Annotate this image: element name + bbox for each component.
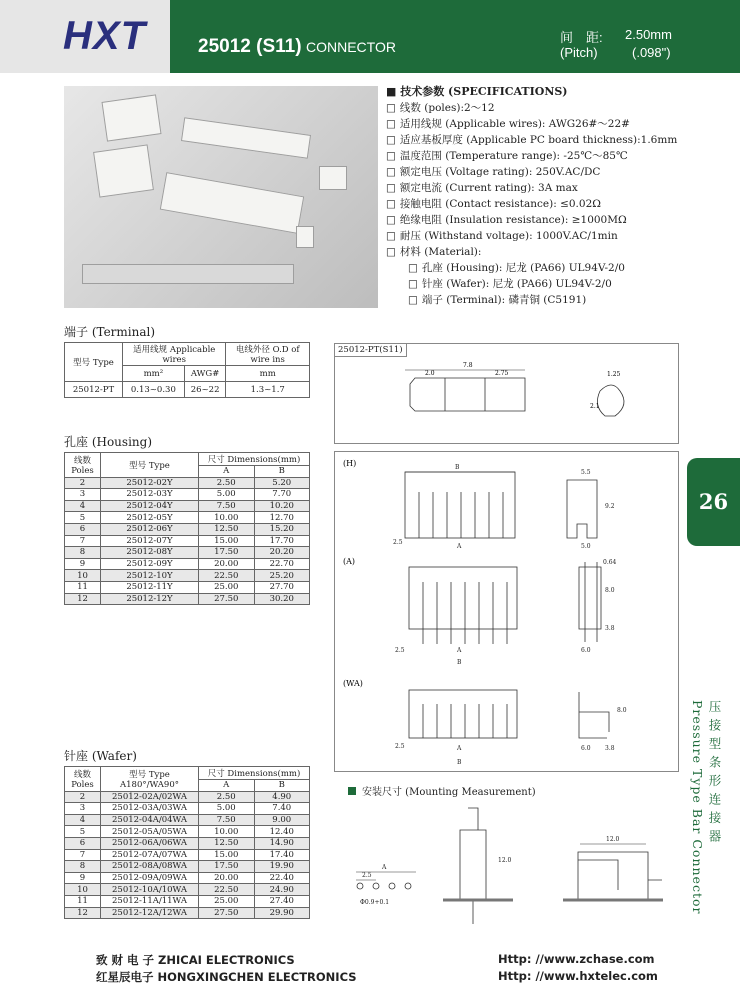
table-cell: 25.00 xyxy=(199,581,255,593)
dim: 5.0 xyxy=(581,543,591,550)
pitch-in: (.098") xyxy=(632,45,671,60)
table-cell: 25.20 xyxy=(254,570,310,582)
dim: 3.8 xyxy=(605,745,615,752)
table-cell: 17.50 xyxy=(199,547,255,559)
table-cell: 25012-02A/02WA xyxy=(101,791,199,803)
table-cell: 11 xyxy=(65,581,101,593)
mounting-drawing xyxy=(348,800,678,928)
table-cell: 14.90 xyxy=(254,837,310,849)
table-cell: 25012-05A/05WA xyxy=(101,826,199,838)
footer-company-1: 致 财 电 子 ZHICAI ELECTRONICS xyxy=(96,953,295,967)
product-photo xyxy=(64,86,378,308)
table-cell: 17.50 xyxy=(199,861,255,873)
spec-row: □ 线数 (poles):2～12 xyxy=(386,100,677,116)
table-cell: 25012-07A/07WA xyxy=(101,849,199,861)
table-cell: 8 xyxy=(65,861,101,873)
table-cell: 10 xyxy=(65,884,101,896)
table-cell: 12.50 xyxy=(199,523,255,535)
dim: 8.0 xyxy=(605,587,615,594)
th-b: B xyxy=(254,466,310,478)
table-cell: 25012-10Y xyxy=(101,570,199,582)
dim: 5.5 xyxy=(581,469,591,476)
page-number-tab xyxy=(687,458,740,546)
table-cell: 11 xyxy=(65,895,101,907)
table-cell: 27.70 xyxy=(254,581,310,593)
th-dim: 尺寸 Dimensions(mm) xyxy=(199,453,310,466)
dim: 7.8 xyxy=(463,362,473,369)
table-cell: 2 xyxy=(65,477,101,489)
table-cell: 10 xyxy=(65,570,101,582)
dim: 12.0 xyxy=(606,836,620,843)
th-a: A xyxy=(199,466,255,478)
th-unit: AWG# xyxy=(184,366,226,382)
footer xyxy=(0,942,740,1004)
terminal-drawing-box xyxy=(334,343,679,444)
table-cell: 25012-09A/09WA xyxy=(101,872,199,884)
table-cell: 30.20 xyxy=(254,593,310,605)
dim: B xyxy=(455,464,460,471)
table-cell: 26~22 xyxy=(184,382,226,398)
table-cell: 22.70 xyxy=(254,558,310,570)
mounting-title: 安装尺寸 (Mounting Measurement) xyxy=(348,783,536,798)
logo-panel xyxy=(0,0,170,73)
table-cell: 4.90 xyxy=(254,791,310,803)
table-cell: 5.00 xyxy=(199,803,255,815)
dimension-drawings xyxy=(335,452,678,771)
table-cell: 12.70 xyxy=(254,512,310,524)
th-b: B xyxy=(254,780,310,792)
table-cell: 22.50 xyxy=(199,884,255,896)
table-cell: 25012-04A/04WA xyxy=(101,814,199,826)
spec-row: □ 额定电流 (Current rating): 3A max xyxy=(386,180,677,196)
housing-table xyxy=(64,452,310,605)
table-cell: 2 xyxy=(65,791,101,803)
side-caption xyxy=(690,700,723,914)
th-poles: 线数 Poles xyxy=(65,453,101,478)
spec-row: □ 绝缘电阻 (Insulation resistance): ≥1000MΩ xyxy=(386,212,677,228)
table-cell: 25012-06Y xyxy=(101,523,199,535)
table-cell: 10.00 xyxy=(199,826,255,838)
specs-heading: ■ 技术参数 (SPECIFICATIONS) xyxy=(386,85,568,98)
dim: A xyxy=(382,864,387,871)
pitch-en: (Pitch) xyxy=(560,45,598,60)
dim: 9.2 xyxy=(605,503,615,510)
table-cell: 25012-06A/06WA xyxy=(101,837,199,849)
spec-row: □ 适应基板厚度 (Applicable PC board thickness):1.6mm xyxy=(386,132,677,148)
table-cell: 0.13~0.30 xyxy=(123,382,185,398)
table-cell: 15.00 xyxy=(199,535,255,547)
spec-row: □ 耐压 (Withstand voltage): 1000V.AC/1min xyxy=(386,228,677,244)
table-cell: 5.20 xyxy=(254,477,310,489)
table-cell: 25012-05Y xyxy=(101,512,199,524)
table-cell: 20.00 xyxy=(199,558,255,570)
footer-url-1[interactable]: Http: //www.zchase.com xyxy=(498,952,655,966)
terminal-title: 端子 (Terminal) xyxy=(64,325,156,339)
table-cell: 7.50 xyxy=(199,500,255,512)
dim: Φ0.9+0.1 xyxy=(360,899,390,906)
dim: 2.5 xyxy=(395,743,405,750)
terminal-drawing-label: 25012-PT(S11) xyxy=(335,344,407,357)
table-cell: 7 xyxy=(65,535,101,547)
table-cell: 25012-07Y xyxy=(101,535,199,547)
dimension-drawings-box xyxy=(334,451,679,772)
table-cell: 29.90 xyxy=(254,907,310,919)
table-cell: 9 xyxy=(65,872,101,884)
table-cell: 6 xyxy=(65,837,101,849)
side-caption-cn: 压 接 型 条 形 连 接 器 xyxy=(707,700,722,843)
specifications xyxy=(386,84,677,308)
table-cell: 19.90 xyxy=(254,861,310,873)
table-cell: 20.20 xyxy=(254,547,310,559)
wafer-title: 针座 (Wafer) xyxy=(64,749,137,763)
table-cell: 12.40 xyxy=(254,826,310,838)
pitch-mm: 2.50mm xyxy=(625,27,672,42)
table-cell: 8 xyxy=(65,547,101,559)
table-cell: 10.00 xyxy=(199,512,255,524)
spec-row: □ 材料 (Material): xyxy=(386,244,677,260)
table-cell: 4 xyxy=(65,500,101,512)
table-cell: 4 xyxy=(65,814,101,826)
th-a: A xyxy=(199,780,255,792)
dim: 2.75 xyxy=(495,370,509,377)
table-cell: 22.50 xyxy=(199,570,255,582)
table-cell: 5 xyxy=(65,826,101,838)
dim: B xyxy=(457,759,462,766)
dim: 2.5 xyxy=(393,539,403,546)
table-cell: 25012-11Y xyxy=(101,581,199,593)
title-sub: CONNECTOR xyxy=(305,39,396,55)
table-cell: 12 xyxy=(65,593,101,605)
table-cell: 25012-04Y xyxy=(101,500,199,512)
table-cell: 6 xyxy=(65,523,101,535)
th-unit: mm² xyxy=(123,366,185,382)
table-cell: 10.20 xyxy=(254,500,310,512)
table-cell: 1.3~1.7 xyxy=(226,382,310,398)
footer-company-2: 红星辰电子 HONGXINGCHEN ELECTRONICS xyxy=(96,970,357,984)
table-cell: 27.40 xyxy=(254,895,310,907)
footer-url-2[interactable]: Http: //www.hxtelec.com xyxy=(498,969,658,983)
dim: A xyxy=(457,647,462,654)
table-cell: 5.00 xyxy=(199,489,255,501)
table-cell: 25012-03A/03WA xyxy=(101,803,199,815)
table-cell: 2.50 xyxy=(199,791,255,803)
dim: 2.5 xyxy=(395,647,405,654)
table-cell: 5 xyxy=(65,512,101,524)
spec-row: □ 适用线规 (Applicable wires): AWG26#～22# xyxy=(386,116,677,132)
logo-text: HXT xyxy=(63,14,146,58)
table-cell: 7.40 xyxy=(254,803,310,815)
table-cell: 15.20 xyxy=(254,523,310,535)
th-unit: mm xyxy=(226,366,310,382)
dim: 8.0 xyxy=(617,707,627,714)
th-type: 型号 Type A180°/WA90° xyxy=(101,767,199,792)
th-wires: 适用线规 Applicable wires xyxy=(123,343,226,366)
table-cell: 22.40 xyxy=(254,872,310,884)
dim: 2.1 xyxy=(590,403,600,410)
table-cell: 25012-08A/08WA xyxy=(101,861,199,873)
table-cell: 20.00 xyxy=(199,872,255,884)
dim: 2.5 xyxy=(362,872,372,879)
dim: 2.0 xyxy=(425,370,435,377)
table-cell: 2.50 xyxy=(199,477,255,489)
dim: 6.0 xyxy=(581,647,591,654)
side-caption-en: Pressure Type Bar Connector xyxy=(690,700,705,915)
table-cell: 27.50 xyxy=(199,593,255,605)
table-cell: 3 xyxy=(65,489,101,501)
dim: 12.0 xyxy=(498,857,512,864)
dim: 0.64 xyxy=(603,559,617,566)
material-row: □ 针座 (Wafer): 尼龙 (PA66) UL94V-2/0 xyxy=(386,276,677,292)
table-cell: 7.70 xyxy=(254,489,310,501)
page-number: 26 xyxy=(698,489,729,514)
table-cell: 17.70 xyxy=(254,535,310,547)
table-cell: 15.00 xyxy=(199,849,255,861)
wafer-table xyxy=(64,766,310,919)
table-cell: 25012-02Y xyxy=(101,477,199,489)
table-cell: 12.50 xyxy=(199,837,255,849)
table-cell: 25012-10A/10WA xyxy=(101,884,199,896)
table-cell: 25012-03Y xyxy=(101,489,199,501)
spec-row: □ 温度范围 (Temperature range): -25℃～85℃ xyxy=(386,148,677,164)
th-dim: 尺寸 Dimensions(mm) xyxy=(199,767,310,780)
table-cell: 25012-09Y xyxy=(101,558,199,570)
table-cell: 7 xyxy=(65,849,101,861)
spec-row: □ 额定电压 (Voltage rating): 250V.AC/DC xyxy=(386,164,677,180)
material-row: □ 端子 (Terminal): 磷青铜 (C5191) xyxy=(386,292,677,308)
table-cell: 27.50 xyxy=(199,907,255,919)
drawing-label-a: (A) xyxy=(343,557,356,566)
table-cell: 25012-12Y xyxy=(101,593,199,605)
dim: 6.0 xyxy=(581,745,591,752)
th-od: 电线外径 O.D of wire ins xyxy=(226,343,310,366)
drawing-label-wa: (WA) xyxy=(343,679,363,688)
table-cell: 9.00 xyxy=(254,814,310,826)
table-cell: 24.90 xyxy=(254,884,310,896)
spec-row: □ 接触电阻 (Contact resistance): ≤0.02Ω xyxy=(386,196,677,212)
table-cell: 17.40 xyxy=(254,849,310,861)
housing-title: 孔座 (Housing) xyxy=(64,435,153,449)
pitch-cn: 间 距: xyxy=(560,30,603,45)
dim: 3.8 xyxy=(605,625,615,632)
dim: A xyxy=(457,745,462,752)
terminal-table xyxy=(64,342,310,398)
product-title xyxy=(198,36,396,58)
table-cell: 9 xyxy=(65,558,101,570)
terminal-drawing xyxy=(375,356,665,441)
title-main: 25012 (S11) xyxy=(198,36,302,57)
table-cell: 25012-PT xyxy=(65,382,123,398)
table-cell: 12 xyxy=(65,907,101,919)
dim: 1.25 xyxy=(607,371,621,378)
th-type: 型号 Type xyxy=(101,453,199,478)
table-cell: 3 xyxy=(65,803,101,815)
table-cell: 25.00 xyxy=(199,895,255,907)
dim: A xyxy=(457,543,462,550)
table-cell: 25012-08Y xyxy=(101,547,199,559)
table-cell: 25012-11A/11WA xyxy=(101,895,199,907)
table-cell: 25012-12A/12WA xyxy=(101,907,199,919)
material-row: □ 孔座 (Housing): 尼龙 (PA66) UL94V-2/0 xyxy=(386,260,677,276)
th-poles: 线数 Poles xyxy=(65,767,101,792)
th-type: 型号 Type xyxy=(65,343,123,382)
table-cell: 7.50 xyxy=(199,814,255,826)
drawing-label-h: (H) xyxy=(343,459,357,468)
dim: B xyxy=(457,659,462,666)
